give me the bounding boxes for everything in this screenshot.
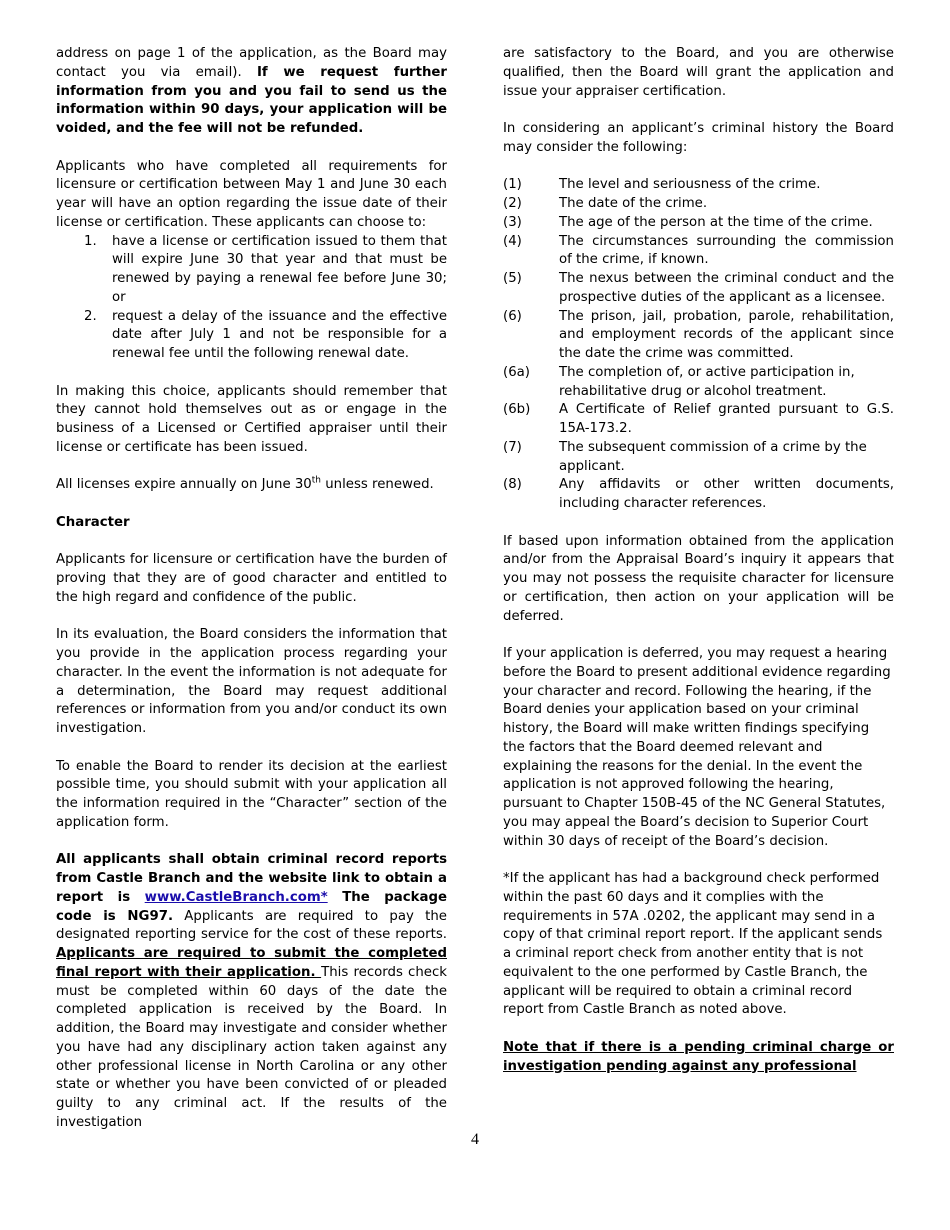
paragraph-pending-charge-notice: Note that if there is a pending criminal charge or investigation pending against any professional (503, 1039, 894, 1074)
issue-date-options-list (56, 233, 447, 364)
criminal-history-criteria-list (503, 176, 894, 514)
list-item: (7) The subsequent commission of a crime by the applicant. (503, 439, 867, 474)
list-item: (1) The level and seriousness of the crime. (503, 177, 821, 193)
paragraph-background-check-footnote: *If the applicant has had a background check performed within the past 60 days and it complies with the requirements in 57A .0202, the applicant may send in a copy of that criminal report report. If the applicant sends a criminal report check from another entity that is not equivalent to the one performed by Castle Branch, the applicant will be required to obtain a criminal record report from Castle Branch as noted above. (503, 871, 883, 1018)
list-item: (4) The circumstances surrounding the commission of the crime, if known. (503, 233, 894, 268)
page-number: 4 (471, 1131, 479, 1148)
list-item: (2) The date of the crime. (503, 196, 708, 211)
list-item: 2. request a delay of the issuance and the effective date after July 1 and not be responsible for a renewal fee until the following renewal date. (84, 308, 447, 361)
paragraph-submit-character-info: To enable the Board to render its decision at the earliest possible time, you should submit with your application all the information required in the “Character” section of the application form. (56, 758, 447, 830)
voided-warning: If we request further information from you and you fail to send us the information within 90 days, your application will be voided, and the fee will not be refunded. (56, 64, 447, 136)
section-heading-character: Character (56, 514, 130, 530)
paragraph-deferral: If based upon information obtained from the application and/or from the Appraisal Board’s inquiry it appears that you may not possess the requisite character for licensure or certification, then action on your application will be deferred. (503, 533, 894, 624)
right-column (503, 45, 894, 1076)
list-item: 1. have a license or certification issued to them that will expire June 30 that year and that must be renewed by paying a renewal fee before June 30; or (84, 233, 447, 305)
paragraph-grant-application: are satisfactory to the Board, and you are otherwise qualified, then the Board will grant the application and issue your appraiser certification. (503, 46, 894, 99)
list-item: (5) The nexus between the criminal conduct and the prospective duties of the applicant as a licensee. (503, 271, 894, 305)
paragraph-issue-date-option: Applicants who have completed all requirements for licensure or certification between May 1 and June 30 each year will have an option regarding the issue date of their license or certification. These applicants can choose to: (56, 158, 447, 230)
submit-final-report-notice: Applicants are required to submit the completed final report with their application. (56, 946, 447, 980)
list-item: (6b) A Certificate of Relief granted pursuant to G.S. 15A-173.2. (503, 402, 894, 436)
list-item: (6) The prison, jail, probation, parole, rehabilitation, and employment records of the applicant since the date the crime was committed. (503, 308, 894, 361)
paragraph-choice-reminder: In making this choice, applicants should remember that they cannot hold themselves out as or engage in the business of a Licensed or Certified appraiser until their license or certificate has been issued. (56, 383, 447, 455)
castlebranch-link[interactable]: www.CastleBranch.com* (144, 889, 328, 905)
paragraph-license-expiry: All licenses expire annually on June 30th unless renewed. (56, 475, 434, 493)
list-item: (3) The age of the person at the time of the crime. (503, 214, 873, 230)
paragraph-criminal-history-intro: In considering an applicant’s criminal history the Board may consider the following: (503, 121, 894, 155)
paragraph-hearing-appeal: If your application is deferred, you may request a hearing before the Board to present additional evidence regarding your character and record. Following the hearing, if the Board denies your application based on your criminal history, the Board will make written findings specifying the factors that the Board deemed relevant and explaining the reasons for the denial. In the event the application is not approved following the hearing, pursuant to Chapter 150B-45 of the NC General Statutes, you may appeal the Board’s decision to Superior Court within 30 days of receipt of the Board’s decision. (503, 646, 891, 849)
list-item: (8) Any affidavits or other written documents, including character references. (503, 477, 894, 511)
paragraph-email-notice: address on page 1 of the application, as the Board may contact you via email). If we request further information from you and you fail to send us the information within 90 days, your application will be voided, and the fee will not be refunded. (56, 46, 447, 136)
paragraph-burden-of-proof: Applicants for licensure or certification have the burden of proving that they are of good character and entitled to the high regard and confidence of the public. (56, 552, 447, 605)
paragraph-board-evaluation: In its evaluation, the Board considers the information that you provide in the application process regarding your character. In the event the information is not adequate for a determination, the Board may request additional references or information from you and/or conduct its own investigation. (56, 627, 447, 736)
left-column (56, 45, 447, 1133)
paragraph-criminal-record-reports: All applicants shall obtain criminal record reports from Castle Branch and the website link to obtain a report is www.CastleBranch.com* The package code is NG97. Applicants are required to pay the designated reporting service for the cost of these reports. Applicants are required to submit the completed final report with their application. This records check must be completed within 60 days of the date the completed application is received by the Board. In addition, the Board may investigate and consider whether you have had any disciplinary action taken against any other professional license in North Carolina or any other state or whether you have been convicted of or pleaded guilty to any criminal act. If the results of the investigation (56, 852, 447, 1130)
list-item: (6a) The completion of, or active participation in, rehabilitative drug or alcohol treatment. (503, 364, 855, 399)
